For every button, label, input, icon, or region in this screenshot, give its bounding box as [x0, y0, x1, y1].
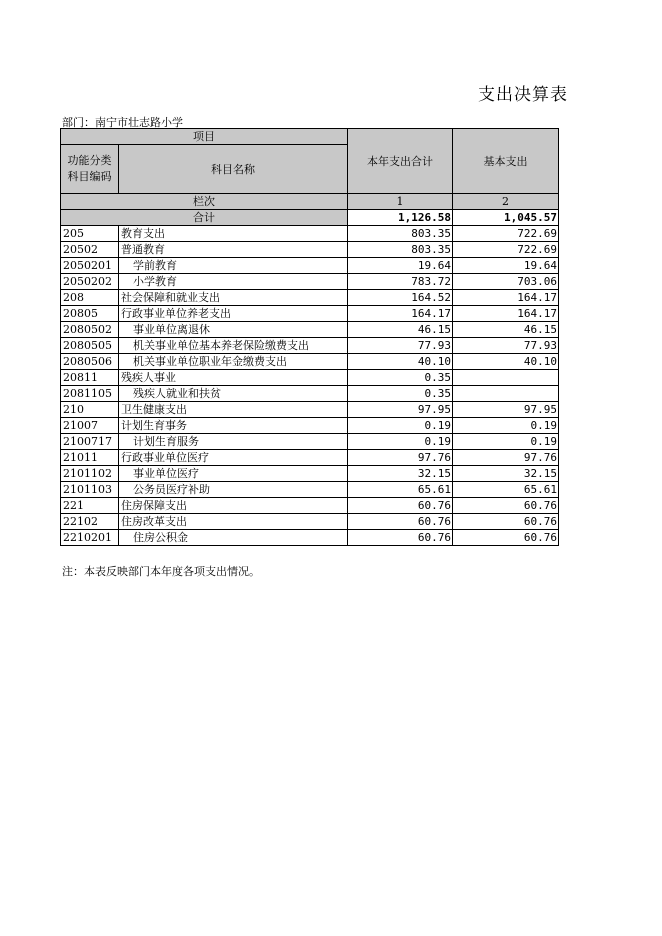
row-name: 卫生健康支出: [119, 402, 348, 418]
row-code: 2050202: [61, 274, 119, 290]
column-order-row: [61, 194, 559, 210]
row-name: 计划生育服务: [119, 434, 348, 450]
row-code: 221: [61, 498, 119, 514]
row-name: 机关事业单位职业年金缴费支出: [119, 354, 348, 370]
row-total: 40.10: [348, 354, 453, 370]
table-row: [61, 226, 559, 242]
row-basic: 77.93: [453, 338, 559, 354]
header-code: [61, 145, 119, 194]
footnote: 注：本表反映部门本年度各项支出情况。: [62, 565, 260, 578]
row-basic: 722.69: [453, 242, 559, 258]
column-order-1: 1: [348, 194, 453, 210]
row-name: 教育支出: [119, 226, 348, 242]
row-basic: 60.76: [453, 498, 559, 514]
table-row: [61, 274, 559, 290]
row-name: 住房保障支出: [119, 498, 348, 514]
row-total: 164.52: [348, 290, 453, 306]
header-code-line2: 科目编码: [67, 170, 112, 183]
report-title: 支出决算表: [478, 85, 568, 105]
row-name: 小学教育: [119, 274, 348, 290]
row-basic: 722.69: [453, 226, 559, 242]
row-code: 20811: [61, 370, 119, 386]
row-code: 210: [61, 402, 119, 418]
header-item: 项目: [61, 129, 348, 145]
row-code: 2080506: [61, 354, 119, 370]
table-row: [61, 386, 559, 402]
row-code: 2080502: [61, 322, 119, 338]
row-code: 2050201: [61, 258, 119, 274]
row-total: 0.19: [348, 418, 453, 434]
row-basic: 60.76: [453, 514, 559, 530]
row-basic: 0.19: [453, 418, 559, 434]
table-row: [61, 482, 559, 498]
row-name: 社会保障和就业支出: [119, 290, 348, 306]
table-row: [61, 434, 559, 450]
table-row: [61, 242, 559, 258]
table-row: [61, 322, 559, 338]
row-code: 20502: [61, 242, 119, 258]
row-code: 2210201: [61, 530, 119, 546]
table-row: [61, 466, 559, 482]
row-name: 事业单位医疗: [119, 466, 348, 482]
row-basic: 0.19: [453, 434, 559, 450]
row-code: 2101103: [61, 482, 119, 498]
row-total: 164.17: [348, 306, 453, 322]
row-basic: 46.15: [453, 322, 559, 338]
row-name: 学前教育: [119, 258, 348, 274]
row-name: 残疾人就业和扶贫: [119, 386, 348, 402]
header-row-item: [61, 129, 559, 145]
row-basic: 65.61: [453, 482, 559, 498]
row-basic: 60.76: [453, 530, 559, 546]
row-name: 计划生育事务: [119, 418, 348, 434]
row-name: 事业单位离退休: [119, 322, 348, 338]
row-code: 205: [61, 226, 119, 242]
row-name: 普通教育: [119, 242, 348, 258]
row-total: 803.35: [348, 242, 453, 258]
row-name: 机关事业单位基本养老保险缴费支出: [119, 338, 348, 354]
row-total: 65.61: [348, 482, 453, 498]
row-name: 住房改革支出: [119, 514, 348, 530]
row-basic: [453, 370, 559, 386]
row-total: 0.19: [348, 434, 453, 450]
column-order-2: 2: [453, 194, 559, 210]
row-total: 97.76: [348, 450, 453, 466]
column-order-label: 栏次: [61, 194, 348, 210]
row-code: 2081105: [61, 386, 119, 402]
row-code: 2100717: [61, 434, 119, 450]
row-basic: 97.95: [453, 402, 559, 418]
row-code: 20805: [61, 306, 119, 322]
row-total: 783.72: [348, 274, 453, 290]
row-name: 行政事业单位养老支出: [119, 306, 348, 322]
row-name: 行政事业单位医疗: [119, 450, 348, 466]
row-basic: [453, 386, 559, 402]
row-total: 19.64: [348, 258, 453, 274]
total-col2: 1,045.57: [453, 210, 559, 226]
row-basic: 32.15: [453, 466, 559, 482]
table-row: [61, 306, 559, 322]
row-name: 残疾人事业: [119, 370, 348, 386]
row-basic: 164.17: [453, 290, 559, 306]
table-row: [61, 450, 559, 466]
row-basic: 19.64: [453, 258, 559, 274]
table-row: [61, 514, 559, 530]
row-total: 0.35: [348, 386, 453, 402]
total-label: 合计: [61, 210, 348, 226]
row-code: 21007: [61, 418, 119, 434]
table-row: [61, 402, 559, 418]
row-code: 22102: [61, 514, 119, 530]
table-row: [61, 354, 559, 370]
header-name: 科目名称: [119, 145, 348, 194]
row-total: 803.35: [348, 226, 453, 242]
row-total: 77.93: [348, 338, 453, 354]
row-total: 0.35: [348, 370, 453, 386]
table-row: [61, 258, 559, 274]
row-code: 21011: [61, 450, 119, 466]
row-code: 2080505: [61, 338, 119, 354]
row-name: 公务员医疗补助: [119, 482, 348, 498]
header-col1: 本年支出合计: [348, 129, 453, 194]
table-row: [61, 370, 559, 386]
header-code-line1: 功能分类: [67, 154, 112, 167]
table-row: [61, 530, 559, 546]
row-basic: 97.76: [453, 450, 559, 466]
row-basic: 40.10: [453, 354, 559, 370]
total-row: [61, 210, 559, 226]
row-total: 46.15: [348, 322, 453, 338]
expenditure-table: [60, 128, 559, 546]
row-basic: 703.06: [453, 274, 559, 290]
row-total: 60.76: [348, 530, 453, 546]
row-code: 208: [61, 290, 119, 306]
table-row: [61, 290, 559, 306]
row-total: 32.15: [348, 466, 453, 482]
row-basic: 164.17: [453, 306, 559, 322]
total-col1: 1,126.58: [348, 210, 453, 226]
header-col2: 基本支出: [453, 129, 559, 194]
table-row: [61, 498, 559, 514]
row-total: 97.95: [348, 402, 453, 418]
row-total: 60.76: [348, 498, 453, 514]
row-name: 住房公积金: [119, 530, 348, 546]
table-row: [61, 418, 559, 434]
table-row: [61, 338, 559, 354]
department-label: 部门：南宁市壮志路小学: [62, 116, 183, 129]
row-code: 2101102: [61, 466, 119, 482]
row-total: 60.76: [348, 514, 453, 530]
